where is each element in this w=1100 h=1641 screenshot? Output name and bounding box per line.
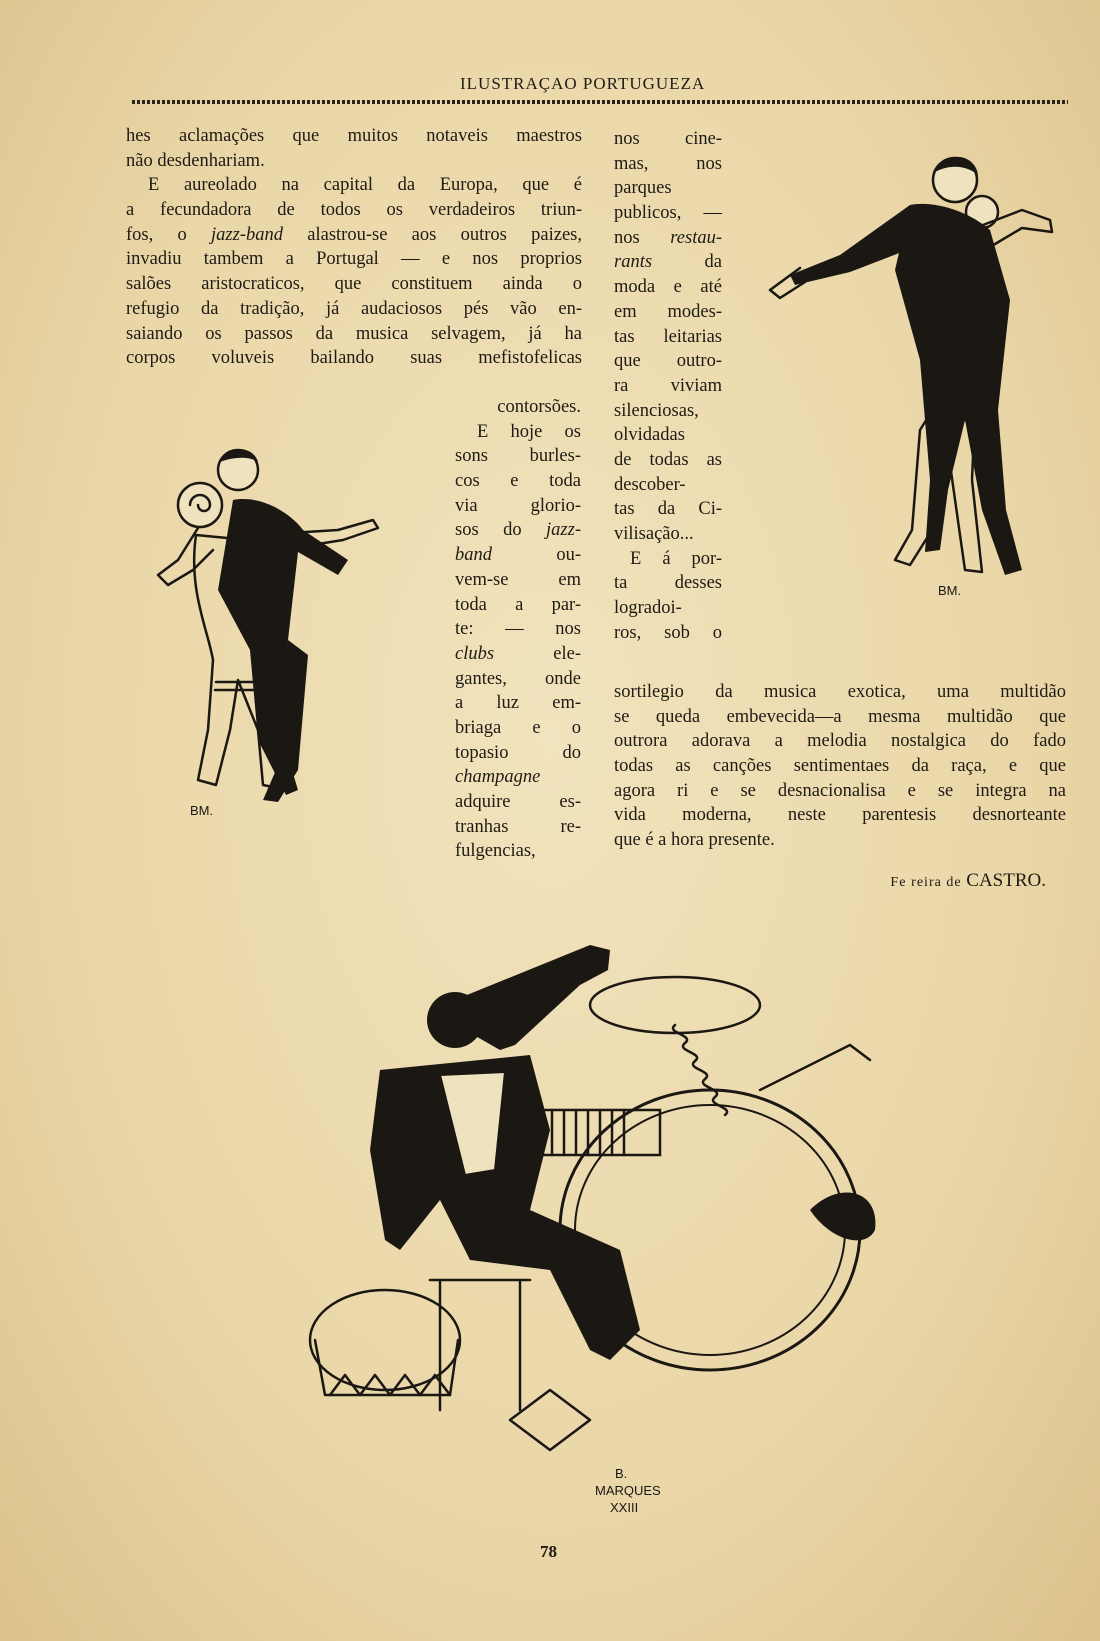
dancing-couple-left-illustration bbox=[138, 440, 418, 870]
jazz-drummer-illustration bbox=[290, 950, 910, 1550]
text-line: adquire es- bbox=[455, 792, 581, 812]
text-line: saiando os passos da musica selvagem, já ha bbox=[126, 323, 582, 344]
text-line: clubs ele- bbox=[455, 643, 581, 664]
text-line: cos e toda bbox=[455, 471, 581, 492]
text-line: E aureolado na capital da Europa, que é bbox=[148, 175, 582, 196]
illustration-signature-line: MARQUES bbox=[595, 1483, 661, 1498]
text-line: vem-se em bbox=[455, 569, 581, 590]
illustration-initials: BM. bbox=[190, 803, 214, 818]
text-line: sons burles- bbox=[455, 446, 581, 467]
text-line: a luz em- bbox=[455, 693, 581, 714]
text-line: agora ri e se desnacionalisa e se integra na bbox=[614, 780, 1066, 801]
text-line: briaga e o bbox=[455, 717, 581, 738]
text-line: salões aristocraticos, que constituem ainda o bbox=[126, 274, 582, 295]
running-header: ILUSTRAÇAO PORTUGUEZA bbox=[460, 74, 706, 93]
text-line: corpos voluveis bailando suas mefistofelicas bbox=[126, 348, 582, 369]
text-line: toda a par- bbox=[455, 594, 581, 615]
illustration-initials: BM. bbox=[938, 583, 962, 598]
text-column-middle bbox=[455, 395, 581, 864]
text-line: que é a hora presente. bbox=[614, 830, 775, 851]
text-line: refugio da tradição, já audaciosos pés vão en- bbox=[126, 298, 582, 319]
text-line: vida moderna, neste parentesis desnorteante bbox=[614, 805, 1066, 826]
text-line: sos do jazz- bbox=[455, 520, 581, 541]
text-line: mas, nos bbox=[614, 153, 722, 174]
text-line: ra viviam bbox=[614, 375, 722, 396]
text-line: outrora adorava a melodia nostalgica do fado bbox=[614, 731, 1066, 752]
text-line: sortilegio da musica exotica, uma multidão bbox=[614, 682, 1066, 702]
text-line: nos restau- bbox=[614, 227, 722, 248]
signature-prefix: Fe bbox=[890, 875, 907, 890]
text-line: silenciosas, bbox=[614, 400, 699, 421]
dancing-couple-right-illustration bbox=[760, 150, 1060, 620]
text-line: publicos, — bbox=[614, 203, 722, 224]
text-line: hes aclamações que muitos notaveis maestros bbox=[126, 126, 582, 146]
text-line: te: — nos bbox=[455, 619, 581, 640]
signature-name: CASTRO. bbox=[966, 870, 1046, 891]
text-line: que outro- bbox=[614, 351, 722, 372]
text-line: ta desses bbox=[614, 573, 722, 594]
text-line: todas as canções sentimentaes da raça, e que bbox=[614, 756, 1066, 777]
text-line: não desdenhariam. bbox=[126, 150, 265, 171]
text-line: champagne bbox=[455, 767, 541, 788]
text-line: moda e até bbox=[614, 277, 722, 298]
page-number: 78 bbox=[540, 1542, 557, 1561]
text-line: fulgencias, bbox=[455, 841, 536, 862]
text-line: a fecundadora de todos os verdadeiros triun- bbox=[126, 200, 582, 221]
text-line: ros, sob o bbox=[614, 622, 722, 643]
text-column-left bbox=[126, 124, 582, 371]
text-line: E hoje os bbox=[477, 421, 581, 442]
text-line: em modes- bbox=[614, 301, 722, 322]
text-line: tas leitarias bbox=[614, 326, 722, 347]
text-line: tranhas re- bbox=[455, 816, 581, 837]
illustration-signature-line: B. bbox=[615, 1466, 628, 1481]
illustration-signature-line: XXIII bbox=[610, 1500, 639, 1515]
author-signature bbox=[820, 870, 1046, 892]
text-line: gantes, onde bbox=[455, 668, 581, 689]
text-line: via glorio- bbox=[455, 495, 581, 516]
text-line: rants da bbox=[614, 252, 722, 273]
text-line: fos, o jazz-band alastrou-se aos outros paizes, bbox=[126, 224, 582, 245]
text-line: descober- bbox=[614, 474, 686, 495]
header-dotted-rule bbox=[132, 100, 1068, 104]
text-line: contorsões. bbox=[497, 397, 581, 417]
text-line: parques bbox=[614, 178, 672, 199]
text-line: tas da Ci- bbox=[614, 499, 722, 520]
text-line: se queda embevecida—a mesma multidão que bbox=[614, 706, 1066, 727]
text-line: topasio do bbox=[455, 742, 581, 763]
text-line: vilisação... bbox=[614, 524, 694, 544]
text-line: de todas as bbox=[614, 449, 722, 470]
text-line: band ou- bbox=[455, 545, 581, 566]
signature-middle: reira de bbox=[911, 875, 962, 890]
text-line: logradoi- bbox=[614, 598, 682, 619]
text-line: olvidadas bbox=[614, 425, 685, 446]
text-line: invadiu tambem a Portugal — e nos proprios bbox=[126, 249, 582, 270]
text-column-bottom bbox=[614, 680, 1066, 853]
text-line: E á por- bbox=[630, 548, 722, 569]
text-line: nos cine- bbox=[614, 129, 722, 149]
text-column-right bbox=[614, 127, 722, 645]
